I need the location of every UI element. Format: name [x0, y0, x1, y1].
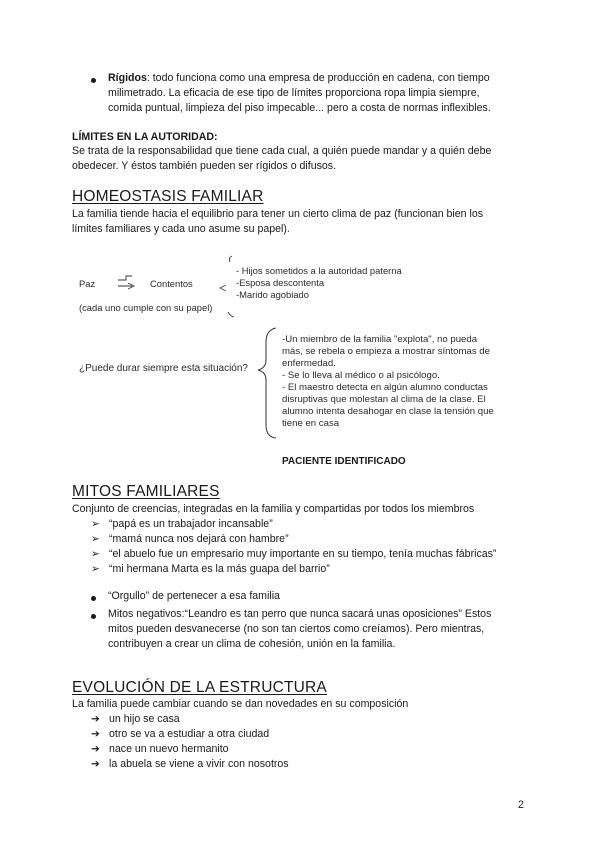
rigidos-line3: comida puntual, limpieza del piso impecable... pero a costa de normas inflexibles.: [108, 102, 491, 114]
negativos-line: contribuyen a crear un clima de cohesión, unión en la familia.: [108, 638, 396, 650]
bullet-dot: [91, 596, 96, 601]
mito-quote: “papá es un trabajador incansable”: [109, 518, 273, 530]
rigidos-line2: milimetrado. La eficacia de ese tipo de límites proporciona ropa limpia siempre,: [108, 87, 480, 99]
limites-autoridad-text: [72, 144, 542, 174]
arrow-bullet-icon: ➔: [91, 728, 100, 740]
answer-line: disruptivas que molestan al clima de la clase. El: [282, 394, 486, 405]
negativos-line: mitos pueden desvanecerse (no son tan ciertos como creíamos). Pero mientras,: [108, 623, 485, 635]
diagram-paz: Paz: [79, 278, 96, 289]
diagram-paz-note: (cada uno cumple con su papel): [79, 302, 213, 313]
homeostasis-line1: La familia tiende hacia el equilibrio para tener un cierto clima de paz (funcionan bien los: [72, 208, 484, 220]
mito-quote: “mamá nunca nos dejará con hambre”: [109, 533, 289, 545]
rigidos-term: Rígidos: [108, 72, 147, 84]
limites-line1: Se trata de la responsabilidad que tiene cada cual, a quién puede mandar y a quién debe: [72, 145, 492, 157]
evolucion-item: la abuela se viene a vivir con nosotros: [109, 758, 289, 770]
arrowhead-bullet-icon: ➢: [91, 563, 100, 575]
mitos-quotes-list: [91, 517, 551, 577]
limites-autoridad-title: LÍMITES EN LA AUTORIDAD:: [72, 131, 218, 143]
evolucion-item: un hijo se casa: [109, 713, 180, 725]
bullet-dot: [91, 614, 96, 619]
arrowhead-bullet-icon: ➢: [91, 548, 100, 560]
mitos-orgullo: “Orgullo” de pertenecer a esa familia: [108, 590, 280, 602]
paciente-identificado: PACIENTE IDENTIFICADO: [282, 456, 406, 467]
large-brace-icon: [258, 328, 276, 438]
evolucion-heading: EVOLUCIÓN DE LA ESTRUCTURA: [72, 679, 327, 696]
answer-line: - El maestro detecta en algún alumno conductas: [282, 382, 488, 393]
answer-line: -Un miembro de la familia "explota", no pueda: [282, 334, 478, 345]
mito-quote: “el abuelo fue un empresario muy importante en su tiempo, tenía muchas fábricas”: [109, 548, 497, 560]
arrowhead-bullet-icon: ➢: [91, 518, 100, 530]
mitos-intro: Conjunto de creencias, integradas en la familia y compartidas por todos los miembros: [72, 503, 475, 515]
rigidos-paragraph: [108, 71, 548, 116]
rigidos-line1: : todo funciona como una empresa de producción en cadena, con tiempo: [146, 72, 490, 84]
homeostasis-line2: límites familiares y cada uno asume su papel).: [72, 223, 290, 235]
negativos-line: Mitos negativos:“Leandro es tan perro que nunca sacará unas oposiciones” Estos: [108, 608, 492, 620]
answer-line: más, se rebela o empieza a mostrar síntomas de: [282, 346, 490, 357]
answer-line: alumno intenta desahogar en clase la tensión que: [282, 406, 494, 417]
mito-quote: “mi hermana Marta es la más guapa del barrio”: [109, 563, 330, 575]
small-brace-icon: [220, 256, 234, 317]
evolucion-list: [91, 712, 531, 772]
arrow-bullet-icon: ➔: [91, 758, 100, 770]
limites-line2: obedecer. Y éstos también pueden ser rígidos o difusos.: [72, 160, 337, 172]
diagram-item: -Esposa descontenta: [236, 277, 325, 288]
homeostasis-text: [72, 207, 542, 237]
diagram-question: ¿Puede durar siempre esta situación?: [79, 363, 248, 374]
arrow-bullet-icon: ➔: [91, 713, 100, 725]
answer-line: enfermedad.: [282, 358, 336, 369]
diagram-item: - Hijos sometidos a la autoridad paterna: [236, 265, 402, 276]
equivalence-arrow-icon: [118, 276, 134, 289]
diagram-item: -Marido agobiado: [236, 289, 309, 300]
homeostasis-heading: HOMEOSTASIS FAMILIAR: [72, 188, 264, 205]
answer-line: tiene en casa: [282, 418, 340, 429]
page-number: 2: [518, 799, 524, 811]
diagram-contentos: Contentos: [150, 278, 193, 289]
answer-line: - Se lo lleva al médico o al psicólogo.: [282, 370, 440, 381]
diagram-answer: [282, 334, 522, 430]
evolucion-intro: La familia puede cambiar cuando se dan novedades en su composición: [72, 698, 409, 710]
bullet-dot: [91, 78, 96, 83]
mitos-heading: MITOS FAMILIARES: [72, 483, 220, 500]
arrowhead-bullet-icon: ➢: [91, 533, 100, 545]
evolucion-item: nace un nuevo hermanito: [109, 743, 229, 755]
arrow-bullet-icon: ➔: [91, 743, 100, 755]
evolucion-item: otro se va a estudiar a otra ciudad: [109, 728, 270, 740]
diagram-items: [236, 265, 402, 301]
mitos-negativos: [108, 607, 548, 652]
